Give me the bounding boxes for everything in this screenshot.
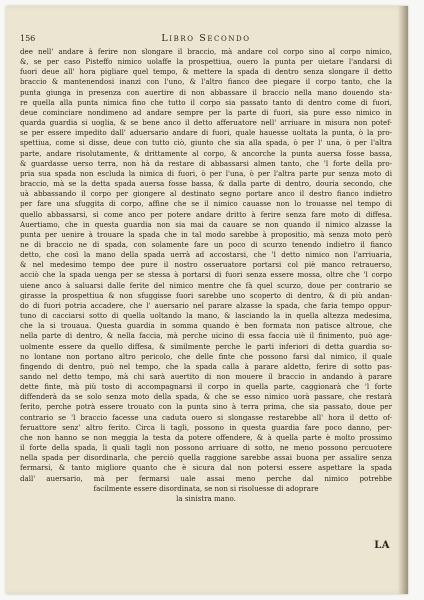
- text-line: nella spada per disordinarla, che perciò quella raggione sarebbe assai buona per assalire senza: [20, 453, 392, 463]
- book-page: [6, 6, 408, 594]
- text-line: fuori deue all' hora pigliare quel tempo, & mettere la spada di dentro senza slongare il detto: [20, 67, 392, 77]
- catchword: LA: [374, 540, 390, 551]
- text-line: punta per uenire à trouare la spada che in tal modo sarebbe à propositio, mà senza moto però: [20, 229, 392, 239]
- text-line: braccio & mantenendosi inanzi con l'uno, & l'altro fianco dee piegare il corpo tanto, che la: [20, 77, 392, 87]
- text-line: sando nel detto tempo, mà chi sarà auertito di non mouere il braccio in andando à parare: [20, 372, 392, 381]
- text-line: dall' auersario, mà per fermarsi uale assai meno perche dal nimico potrebbe: [20, 473, 392, 483]
- text-line: no lontane non portano altro pericolo, che delle finte che possono farsi dal nimico, il quale: [20, 351, 392, 361]
- text-line: se per essere impedito dall' aduersario andare di fuori, quale hauesse uoltata la punta, ò la pro-: [20, 128, 392, 138]
- text-line: pria sua spada non escluda la nimica di fuori, ò per l'una, ò per l'altra parte pur senza moto di: [20, 168, 392, 178]
- text-line: dette finte, mà più tosto di accompagnarsi il corpo in quella parte, caggionarà che 'l forte: [20, 382, 392, 392]
- text-line: Auertiamo, che in questa guardia non sia mai da cauare se non quando il nimico alzasse la: [20, 219, 392, 229]
- text-line: diffenderà da se solo senza moto della spada, & che se esso nimico uorà passare, che restarà: [20, 392, 392, 402]
- text-line: che non hanno se non meggia la testa da potere offendere, & à quella parte è molto prossimo: [20, 432, 392, 442]
- text-line: spettiua, come si disse, deue con tutto ciò, giunto che sia alla spada, ò per l' una, ò per l'altra: [20, 138, 392, 148]
- text-line: nella parte di dentro, & nella faccia, mà perche uicino di essa faccia uiè il finimento, può age-: [20, 331, 392, 341]
- text-line: che la si trouaua. Questa guardia in somma quando è ben formata non patisce altroue, che: [20, 321, 392, 331]
- text-line: detto, che così la mano della spada uerrà ad accostarsi, che 'l detto nimico non l'arriuaria,: [20, 250, 392, 260]
- text-line: il forte della spada, li quali tagli non possono arriuare di sotto, ne meno possono percuotere: [20, 443, 392, 453]
- text-line: la sinistra mano.: [176, 493, 236, 503]
- text-line: re quella alla punta nimica fino che tutto il corpo sia passato tanto di dentro come di fuori,: [20, 97, 392, 107]
- text-line: &, se per caso Pisteffo nimico uolaffe la prospettiua, ouero la punta per uietare l'andarsi di: [20, 57, 392, 67]
- text-line: deue cominciare nondimeno ad andare sempre per la parte di fuori, sia pure esso nimico in: [20, 107, 392, 117]
- text-line: per fare una sfuggita di corpo, affine che se il nimico cauasse non lo trouasse nel tempo di: [20, 199, 392, 209]
- text-line: feruattore senz' altro ferito. Circa li tagli, possono in questa guardia fare poco danno, per-: [20, 422, 392, 432]
- text-line: quello abbassarsi, sì come anco per potere andare dritto à ferire senza fare moto di diffesa.: [20, 209, 392, 219]
- text-line: uà abbassando il corpo per giongere al destinato segno portare anco il destro fianco indietro: [20, 189, 392, 199]
- text-line: ferito, perche potrà essere trouato con la punta sino à terra prima, che sia passato, doue per: [20, 402, 392, 412]
- text-line: parte, andare risolutamente, & drittamente al corpo, & ancorche la punta auersa fosse bassa,: [20, 148, 392, 158]
- text-line: fermarsi, & tanto migliore quanto che è sicura dal non potersi essere aspettare la spada: [20, 463, 392, 473]
- text-line: & guardasse uerso terra, non hà da restare di abbassarsi almen tanto, che 'l forte della pro-: [20, 158, 392, 168]
- text-line: uiene anco à saluarsi dalle ferite del nimico mentre che fà quel scurzo, doue per contrario se: [20, 280, 392, 290]
- text-line: fingendo di dentro, può nel tempo, che la spada calla à parare aldetto, ferire di sotto pas-: [20, 361, 392, 371]
- text-line: ne di braccio ne di spada, con solamente fare un poco di scurzo tenendo indietro il fianco: [20, 239, 392, 249]
- text-line: tuno di cacciarsi sotto di quella uoltando la mano, & lasciando la in quella altezza medesima,: [20, 311, 392, 321]
- running-head: Libro Secondo: [161, 33, 251, 44]
- page-number: 156: [20, 34, 36, 43]
- text-line: do di fuori potria accadere, che l' auersario nel parare alzasse la spada, che faria tempo oppur-: [20, 300, 392, 310]
- text-line: contrario se 'l braccio facesse una caduta ouero si slongasse restarebbe all' hora il detto of-: [20, 412, 392, 422]
- text-line: dee nell' andare à ferire non slongare il braccio, mà andare col corpo sino al corpo nimico,: [20, 47, 392, 56]
- text-line: punta giunga in presenza con auertire di non abbassare il braccio nella mano douendo sta-: [20, 87, 392, 97]
- page-gutter-shadow: [398, 6, 408, 594]
- text-line: girasse la prospettiua & non sfuggisse fuori sarebbe uno scoperto di dentro, & di più andan-: [20, 290, 392, 300]
- body-text: [20, 47, 392, 504]
- text-line: & nel medesimo tempo dee pure il nostro osseruatore portarsi col piè manco retrauerso,: [20, 260, 392, 270]
- page-header: [20, 34, 392, 46]
- text-line: facilmente essere disordinata, se non si risoluesse di adoprare: [93, 483, 319, 493]
- text-line: acciò che la spada uenga per se stessa à portarsi di fuori senza essere mossa, oltre che 'l corpo: [20, 270, 392, 280]
- text-line: braccio, mà se la detta spada auersa fosse bassa, & dalla parte di dentro, douria secondo, che: [20, 179, 392, 189]
- text-line: quarda guardia si uoglia, & se bene anco il detto afferuatore nell' arriuare in misura non potef-: [20, 118, 392, 128]
- text-line: uolmente essere da quello diffesa, & similmente perche le parti inferiori di detta guardia so-: [20, 341, 392, 351]
